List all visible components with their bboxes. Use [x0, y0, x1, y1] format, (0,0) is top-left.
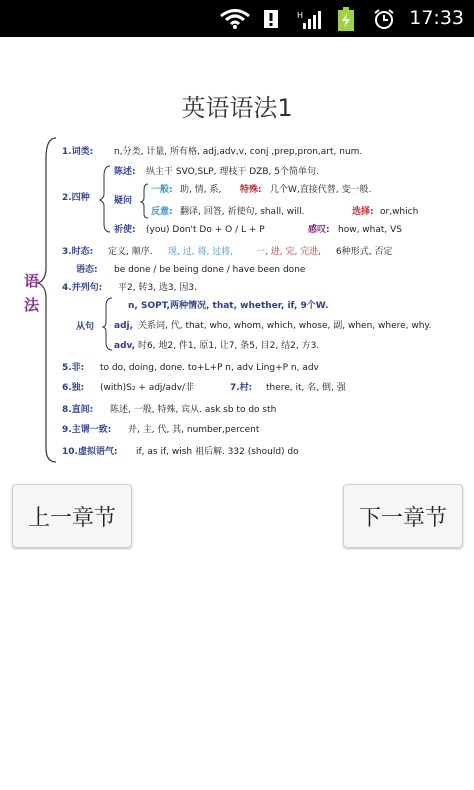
item-5-head: 5.非: [62, 363, 85, 373]
item-2b2-tail: or,which [380, 207, 419, 217]
next-chapter-button[interactable]: 下一章节 [343, 484, 463, 548]
item-2b-brace [141, 184, 148, 218]
item-4-sub-head: 从句 [76, 322, 95, 332]
item-2b1-tail: 几个W,直接代替, 变一般. [270, 185, 372, 195]
item-4b-text: 关系词, 代, that, who, whom, which, whose, 副, when, where, why. [138, 321, 432, 331]
main-brace [38, 138, 56, 462]
alarm-icon [373, 9, 395, 29]
item-2b1-head: 一般: [151, 185, 173, 195]
item-7-text: there, it, 名, 倒, 强 [266, 383, 346, 393]
item-9-head: 9.主谓一致: [62, 425, 112, 435]
item-3-blue: 现, 过, 将, 过将, [168, 247, 234, 257]
item-3-red: 一, 进, 完, 完进, [256, 247, 322, 257]
grammar-outline-image [18, 128, 463, 468]
item-4-brace [103, 298, 112, 350]
item-2-brace [100, 166, 110, 232]
item-2c-tail-head: 感叹: [308, 225, 330, 235]
side-label-1: 语 [24, 272, 40, 290]
prev-chapter-button[interactable]: 上一章节 [12, 484, 132, 548]
item-3b-text: be done / be being done / have been done [114, 265, 306, 275]
item-2b2-tail-head: 选择: [352, 207, 374, 217]
wifi-icon [219, 9, 251, 29]
item-2b1-tail-head: 特殊: [240, 185, 262, 195]
battery-icon [338, 7, 354, 31]
item-3-tail: 6种形式, 否定 [336, 247, 393, 257]
item-2c-tail: how, what, VS [338, 225, 402, 235]
item-6-text: (with)S₂ + adj/adv/非 [100, 383, 195, 393]
status-time: 17:33 [409, 7, 464, 29]
item-10-text: if, as if, wish 祖后解. 332 (should) do [136, 447, 299, 457]
side-label-2: 法 [24, 296, 40, 314]
item-3b-head: 语态: [76, 265, 98, 275]
item-8-text: 陈述, 一般, 特殊, 宾从. ask sb to do sth [110, 405, 277, 415]
item-2a-head: 陈述: [114, 167, 136, 177]
signal-icon [297, 9, 323, 29]
item-7-head: 7.村: [230, 383, 253, 393]
item-2-head: 2.四种 [62, 193, 90, 203]
status-bar [0, 0, 474, 37]
item-2b2-head: 反意: [151, 207, 173, 217]
item-1-text: n,分类, 计量, 所有格, adj,adv,v, conj ,prep,pron,art, num. [114, 147, 363, 157]
item-10-head: 10.虚拟语气: [62, 447, 118, 457]
item-4c-text: 时6, 地2, 件1, 原1, 让7, 条5, 目2, 结2, 方3. [138, 341, 320, 351]
item-2a-text: 纵主干 SVO,SLP, 理枝干 DZB, 5个简单句. [146, 167, 319, 177]
item-9-text: 并, 主, 代, 其, number,percent [128, 425, 260, 435]
item-3-head: 3.时态: [62, 247, 94, 257]
item-2b1-text: 助, 情, 系, [180, 185, 222, 195]
item-3-text: 定义, 顺序. [108, 247, 153, 257]
item-2b-head: 疑问 [114, 196, 133, 206]
item-2c-text: (you) Don't Do + O / L + P [146, 225, 265, 235]
svg-text:H: H [297, 11, 304, 20]
alert-icon [263, 9, 279, 29]
item-4b-head: adj, [114, 321, 134, 331]
item-4-text: 平2, 转3, 选3, 因3. [118, 283, 197, 293]
page-title: 英语语法1 [181, 94, 293, 122]
item-6-head: 6.独: [62, 383, 85, 393]
item-1-head: 1.词类: [62, 147, 94, 157]
item-4a-text: n, SOPT,两种情况, that, whether, if, 9个W. [128, 301, 329, 311]
item-5-text: to do, doing, done. to+L+P n, adv Ling+P n, adv [100, 363, 319, 373]
item-2b2-text: 翻译, 回答, 祈使句, shall, will. [180, 207, 305, 217]
item-4c-head: adv, [114, 341, 136, 351]
item-8-head: 8.直间: [62, 405, 94, 415]
item-2c-head: 祈使: [114, 225, 136, 235]
item-4-head: 4.并列句: [62, 283, 103, 293]
